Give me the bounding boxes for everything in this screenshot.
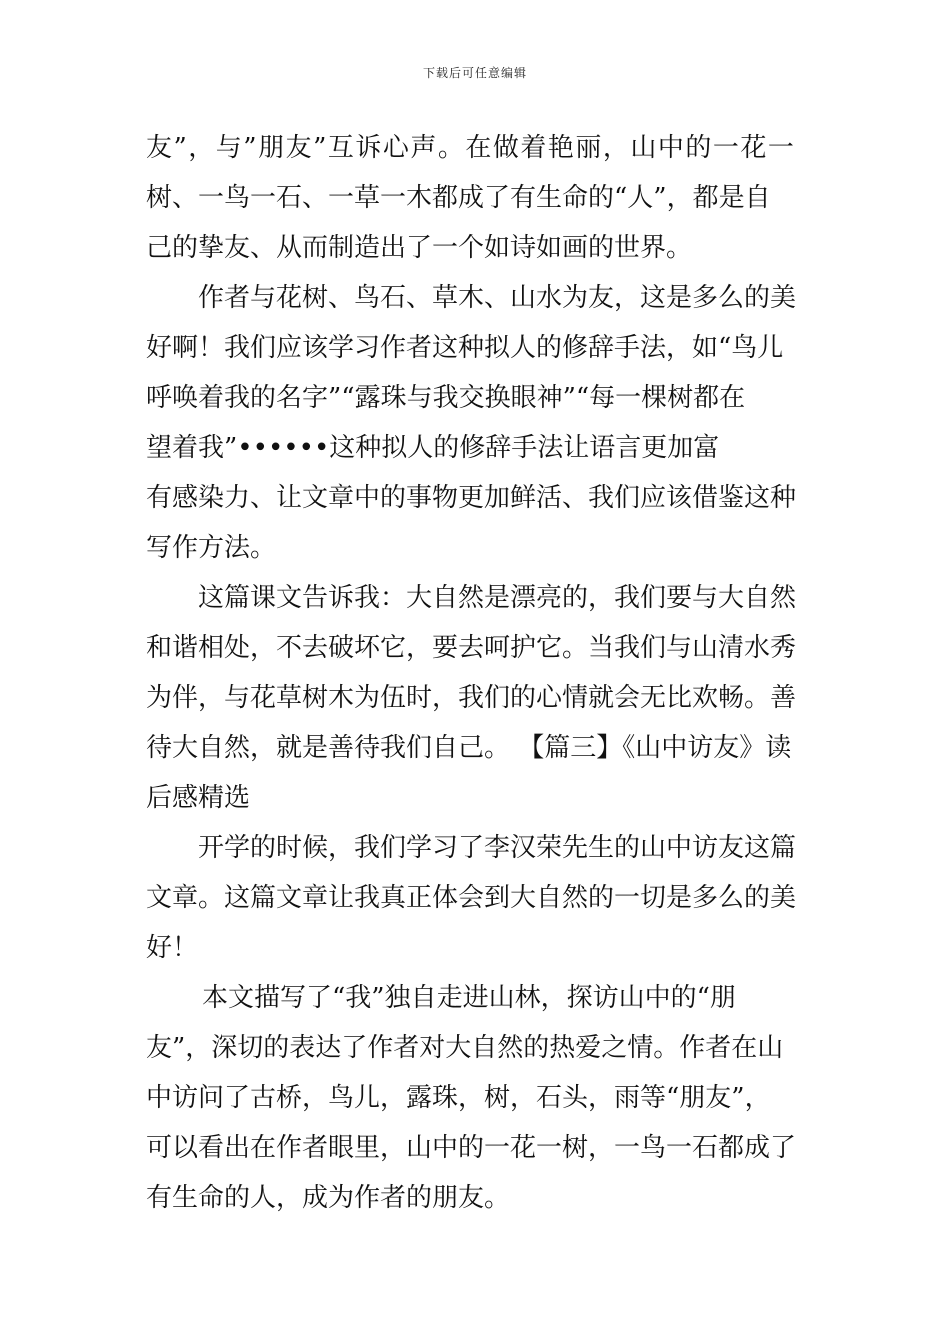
text-line: 友”，与”朋友”互诉心声。在做着艳丽，山中的一花一 xyxy=(146,133,796,163)
text-line: 可以看出在作者眼里，山中的一花一树，一鸟一石都成了 xyxy=(146,1133,797,1163)
document-body xyxy=(146,126,810,1226)
paragraph-start-line: 开学的时候，我们学习了李汉荣先生的山中访友这篇 xyxy=(198,833,797,863)
text-line: 后感精选 xyxy=(146,783,251,813)
page-header: 下载后可任意编辑 xyxy=(422,66,527,80)
text-line: 己的挚友、从而制造出了一个如诗如画的世界。 xyxy=(146,233,693,263)
paragraph-start-line: 作者与花树、鸟石、草木、山水为友，这是多么的美 xyxy=(198,283,797,313)
text-line: 写作方法。 xyxy=(146,533,277,563)
text-line: 望着我”••••••这种拟人的修辞手法让语言更加富 xyxy=(146,433,720,463)
text-line: 为伴，与花草树木为伍时，我们的心情就会无比欢畅。善 xyxy=(146,683,797,713)
text-line: 和谐相处，不去破坏它，要去呵护它。当我们与山清水秀 xyxy=(146,633,797,663)
text-line: 呼唤着我的名字”“露珠与我交换眼神”“每一棵树都在 xyxy=(146,383,746,413)
text-line: 中访问了古桥，鸟儿，露珠，树，石头，雨等“朋友”， xyxy=(146,1083,771,1113)
text-line: 树、一鸟一石、一草一木都成了有生命的“人”，都是自 xyxy=(146,183,771,213)
text-line: 有感染力、让文章中的事物更加鲜活、我们应该借鉴这种 xyxy=(146,483,797,513)
text-line: 友”，深切的表达了作者对大自然的热爱之情。作者在山 xyxy=(146,1033,784,1063)
paragraph-start-line: 这篇课文告诉我：大自然是漂亮的，我们要与大自然 xyxy=(198,583,797,613)
text-line: 待大自然，就是善待我们自己。 【篇三】《山中访友》读 xyxy=(146,733,792,763)
text-line: 有生命的人，成为作者的朋友。 xyxy=(146,1183,511,1213)
text-line: 好！ xyxy=(146,933,199,963)
text-line: 好啊！我们应该学习作者这种拟人的修辞手法，如“鸟儿 xyxy=(146,333,784,363)
text-line: 文章。这篇文章让我真正体会到大自然的一切是多么的美 xyxy=(146,883,797,913)
paragraph-start-line: 本文描写了“我”独自走进山林，探访山中的“朋 xyxy=(202,983,736,1013)
